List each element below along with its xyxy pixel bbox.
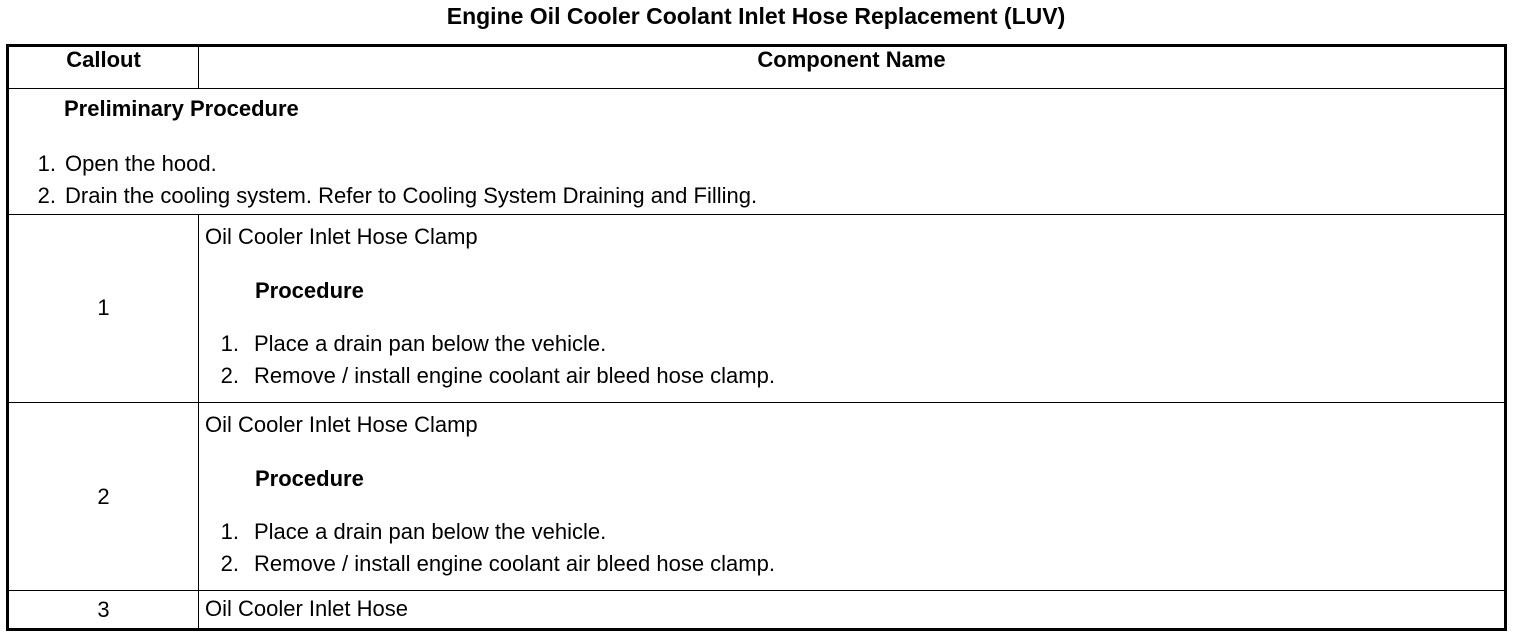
page-title: Engine Oil Cooler Coolant Inlet Hose Replacement (LUV) (446, 3, 1066, 29)
procedure-steps-list (205, 328, 1504, 392)
callout-column-header: Callout (8, 46, 199, 89)
list-item (9, 180, 1504, 212)
component-name-cell (199, 591, 1506, 630)
callout-number: 1 (8, 214, 199, 402)
step-text: Open the hood. (65, 150, 217, 176)
list-item (205, 328, 1504, 360)
step-text: Remove / install engine coolant air bleed hose clamp. (254, 551, 775, 577)
list-item (9, 148, 1504, 180)
component-name: Oil Cooler Inlet Hose Clamp (205, 412, 478, 438)
step-text: Place a drain pan below the vehicle. (254, 519, 607, 545)
callout-number: 3 (8, 591, 199, 630)
preliminary-procedure-heading: Preliminary Procedure (64, 95, 299, 121)
step-number: 1. (220, 330, 239, 356)
list-item (205, 516, 1504, 548)
table-header-row (8, 46, 1506, 89)
component-table (6, 44, 1507, 631)
step-number: 1. (37, 150, 56, 176)
component-name: Oil Cooler Inlet Hose Clamp (205, 223, 478, 249)
preliminary-steps-list (9, 148, 1504, 212)
procedure-heading: Procedure (255, 466, 364, 492)
table-row (8, 591, 1506, 630)
step-number: 2. (37, 182, 56, 208)
step-number: 1. (220, 519, 239, 545)
list-item (205, 360, 1504, 392)
step-text: Remove / install engine coolant air bleed hose clamp. (254, 362, 775, 388)
component-name-cell (199, 214, 1506, 402)
step-number: 2. (220, 362, 239, 388)
callout-number: 2 (8, 403, 199, 591)
procedure-steps-list (205, 516, 1504, 580)
step-number: 2. (220, 551, 239, 577)
list-item (205, 548, 1504, 580)
procedure-heading: Procedure (255, 277, 364, 303)
preliminary-procedure-cell (8, 88, 1506, 214)
table-row (8, 403, 1506, 591)
component-name-column-header: Component Name (199, 46, 1506, 89)
table-row (8, 214, 1506, 402)
step-text: Drain the cooling system. Refer to Cooling System Draining and Filling. (65, 182, 758, 208)
preliminary-procedure-row (8, 88, 1506, 214)
component-name-cell (199, 403, 1506, 591)
step-text: Place a drain pan below the vehicle. (254, 330, 607, 356)
component-name: Oil Cooler Inlet Hose (205, 596, 408, 622)
